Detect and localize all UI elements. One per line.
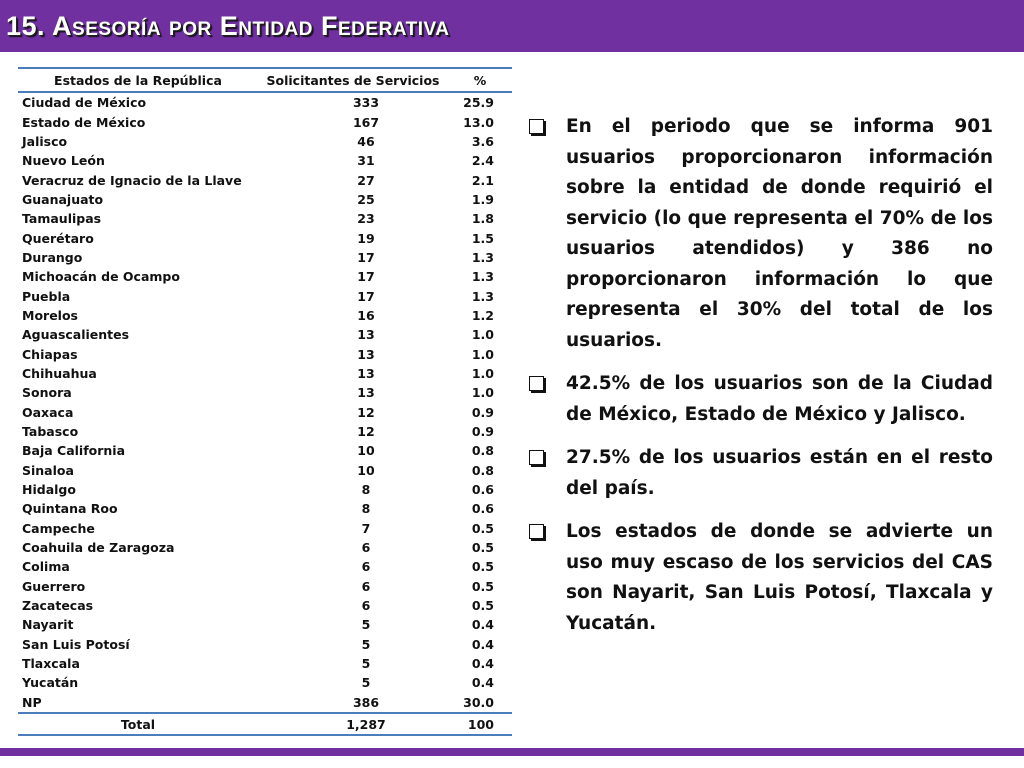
count-cell: 27	[357, 172, 375, 188]
count-cell: 23	[357, 211, 375, 227]
state-cell: Coahuila de Zaragoza	[22, 540, 175, 556]
bullet-text: 27.5% de los usuarios están en el resto del país.	[566, 447, 993, 499]
percent-cell: 1.3	[471, 269, 494, 285]
percent-cell: 0.5	[471, 598, 494, 614]
count-cell: 10	[357, 462, 375, 478]
percent-cell: 1.5	[471, 230, 494, 246]
bullet-item	[527, 443, 993, 504]
table-row	[18, 673, 512, 692]
table-row	[18, 596, 512, 615]
count-cell: 7	[361, 520, 371, 536]
table-row	[18, 112, 512, 131]
count-cell: 13	[357, 327, 375, 343]
percent-cell: 1.2	[471, 307, 494, 323]
count-cell: 12	[357, 404, 375, 420]
table-row	[18, 228, 512, 247]
state-cell: NP	[18, 693, 258, 713]
bullet-item	[527, 112, 993, 356]
total-percent: 100	[448, 713, 512, 735]
count-cell: 8	[361, 482, 371, 498]
state-cell: Yucatán	[22, 675, 79, 691]
table-row	[18, 267, 512, 286]
header-states: Estados de la República	[18, 68, 258, 92]
square-bullet-icon	[529, 119, 544, 134]
bottom-bar	[0, 748, 1024, 756]
percent-cell: 0.8	[471, 462, 494, 478]
state-cell: Chiapas	[22, 346, 78, 362]
count-cell: 16	[357, 307, 375, 323]
table-row	[18, 441, 512, 460]
table-row	[18, 461, 512, 480]
table-row	[18, 499, 512, 518]
state-cell: Sinaloa	[22, 462, 74, 478]
percent-cell: 0.4	[471, 675, 494, 691]
square-bullet-icon	[529, 450, 544, 465]
square-bullet-icon	[529, 524, 544, 539]
state-cell: Oaxaca	[22, 404, 74, 420]
state-cell: Estado de México	[22, 114, 146, 130]
percent-cell: 0.5	[471, 578, 494, 594]
percent-cell: 1.0	[471, 365, 494, 381]
state-cell: Hidalgo	[22, 482, 76, 498]
state-cell: Sonora	[22, 385, 72, 401]
state-cell: Jalisco	[22, 133, 68, 149]
table-row	[18, 635, 512, 654]
state-cell: Durango	[22, 249, 83, 265]
state-cell: Chihuahua	[22, 365, 97, 381]
table-row	[18, 92, 512, 112]
total-count: 1,287	[258, 713, 448, 735]
count-cell: 31	[357, 153, 375, 169]
count-cell: 25	[357, 191, 375, 207]
state-cell: Quintana Roo	[22, 501, 118, 517]
percent-cell: 1.3	[471, 288, 494, 304]
table-row	[18, 615, 512, 634]
percent-cell: 30.0	[448, 693, 512, 713]
percent-cell: 1.0	[471, 385, 494, 401]
table-row	[18, 325, 512, 344]
count-cell: 8	[361, 501, 371, 517]
percent-cell: 0.8	[471, 443, 494, 459]
table-row	[18, 306, 512, 325]
state-cell: Michoacán de Ocampo	[22, 269, 180, 285]
table-body	[18, 92, 512, 735]
state-cell: Nuevo León	[22, 153, 105, 169]
bullet-text: Los estados de donde se advierte un uso muy escaso de los servicios del CAS son Nayarit, San Luis Potosí, Tlaxcala y Yucatán.	[566, 521, 993, 634]
count-cell: 13	[357, 385, 375, 401]
count-cell: 17	[357, 269, 375, 285]
state-cell: Veracruz de Ignacio de la Llave	[22, 172, 242, 188]
count-cell: 12	[357, 424, 375, 440]
table-row	[18, 480, 512, 499]
table-row	[18, 132, 512, 151]
table-total-row	[18, 713, 512, 735]
state-cell: Tamaulipas	[22, 211, 102, 227]
percent-cell: 1.9	[471, 191, 494, 207]
count-cell: 333	[352, 95, 380, 111]
table-row	[18, 209, 512, 228]
percent-cell: 0.4	[471, 656, 494, 672]
state-cell: San Luis Potosí	[22, 636, 130, 652]
bullet-list	[527, 112, 993, 652]
state-cell: Querétaro	[22, 230, 94, 246]
table-row	[18, 286, 512, 305]
bullet-item	[527, 369, 993, 430]
state-cell: Nayarit	[22, 617, 74, 633]
count-cell: 17	[357, 288, 375, 304]
count-cell: 5	[361, 617, 371, 633]
bullet-item	[527, 517, 993, 639]
count-cell: 10	[357, 443, 375, 459]
percent-cell: 0.5	[471, 540, 494, 556]
state-cell: Guanajuato	[22, 191, 104, 207]
count-cell: 5	[361, 675, 371, 691]
table-row	[18, 654, 512, 673]
count-cell: 17	[357, 249, 375, 265]
count-cell: 13	[357, 365, 375, 381]
percent-cell: 0.4	[471, 636, 494, 652]
bullet-text: 42.5% de los usuarios son de la Ciudad de México, Estado de México y Jalisco.	[566, 373, 993, 425]
bullet-text: En el periodo que se informa 901 usuarios proporcionaron información sobre la entidad de donde requirió el servicio (lo que representa el 70% de los usuarios atendidos) y 386 no proporcionaron información lo que representa el 30% del total de los usuarios.	[566, 116, 993, 351]
count-cell: 5	[361, 656, 371, 672]
square-bullet-icon	[529, 376, 544, 391]
state-cell: Guerrero	[22, 578, 86, 594]
state-cell: Zacatecas	[22, 598, 94, 614]
table-row	[18, 344, 512, 363]
state-cell: Colima	[22, 559, 70, 575]
percent-cell: 0.6	[471, 501, 494, 517]
percent-cell: 13.0	[463, 114, 494, 130]
percent-cell: 1.0	[471, 327, 494, 343]
percent-cell: 0.5	[471, 520, 494, 536]
percent-cell: 2.1	[471, 172, 494, 188]
state-cell: Campeche	[22, 520, 95, 536]
count-cell: 6	[361, 559, 371, 575]
table-row	[18, 190, 512, 209]
state-cell: Puebla	[22, 288, 71, 304]
state-cell: Baja California	[22, 443, 126, 459]
table-row	[18, 693, 512, 713]
state-cell: Tabasco	[22, 424, 79, 440]
table-row	[18, 151, 512, 170]
count-cell: 6	[361, 598, 371, 614]
percent-cell: 1.3	[471, 249, 494, 265]
count-cell: 5	[361, 636, 371, 652]
title-bar	[0, 0, 1024, 52]
table-row	[18, 557, 512, 576]
count-cell: 6	[361, 540, 371, 556]
states-table	[18, 67, 512, 736]
table-header-row	[18, 68, 512, 92]
percent-cell: 0.9	[471, 424, 494, 440]
count-cell: 13	[357, 346, 375, 362]
table-row	[18, 538, 512, 557]
percent-cell: 25.9	[463, 95, 494, 111]
table-row	[18, 422, 512, 441]
table-row	[18, 403, 512, 422]
table-row	[18, 383, 512, 402]
table-row	[18, 577, 512, 596]
table-row	[18, 519, 512, 538]
table-row	[18, 364, 512, 383]
state-cell: Tlaxcala	[22, 656, 80, 672]
count-cell: 46	[357, 133, 375, 149]
percent-cell: 0.4	[471, 617, 494, 633]
state-cell: Morelos	[22, 307, 78, 323]
percent-cell: 1.8	[471, 211, 494, 227]
states-table-container	[18, 67, 512, 736]
percent-cell: 1.0	[471, 346, 494, 362]
count-cell: 19	[357, 230, 375, 246]
page-title: 15. Asesoría por Entidad Federativa	[6, 11, 450, 41]
percent-cell: 2.4	[471, 153, 494, 169]
header-percent: %	[448, 68, 512, 92]
count-cell: 6	[361, 578, 371, 594]
percent-cell: 0.5	[471, 559, 494, 575]
count-cell: 167	[352, 114, 380, 130]
table-row	[18, 248, 512, 267]
state-cell: Ciudad de México	[22, 95, 147, 111]
header-applicants: Solicitantes de Servicios	[258, 68, 448, 92]
total-label: Total	[18, 713, 258, 735]
table-row	[18, 170, 512, 189]
percent-cell: 0.9	[471, 404, 494, 420]
count-cell: 386	[258, 693, 448, 713]
percent-cell: 3.6	[471, 133, 494, 149]
state-cell: Aguascalientes	[22, 327, 130, 343]
percent-cell: 0.6	[471, 482, 494, 498]
